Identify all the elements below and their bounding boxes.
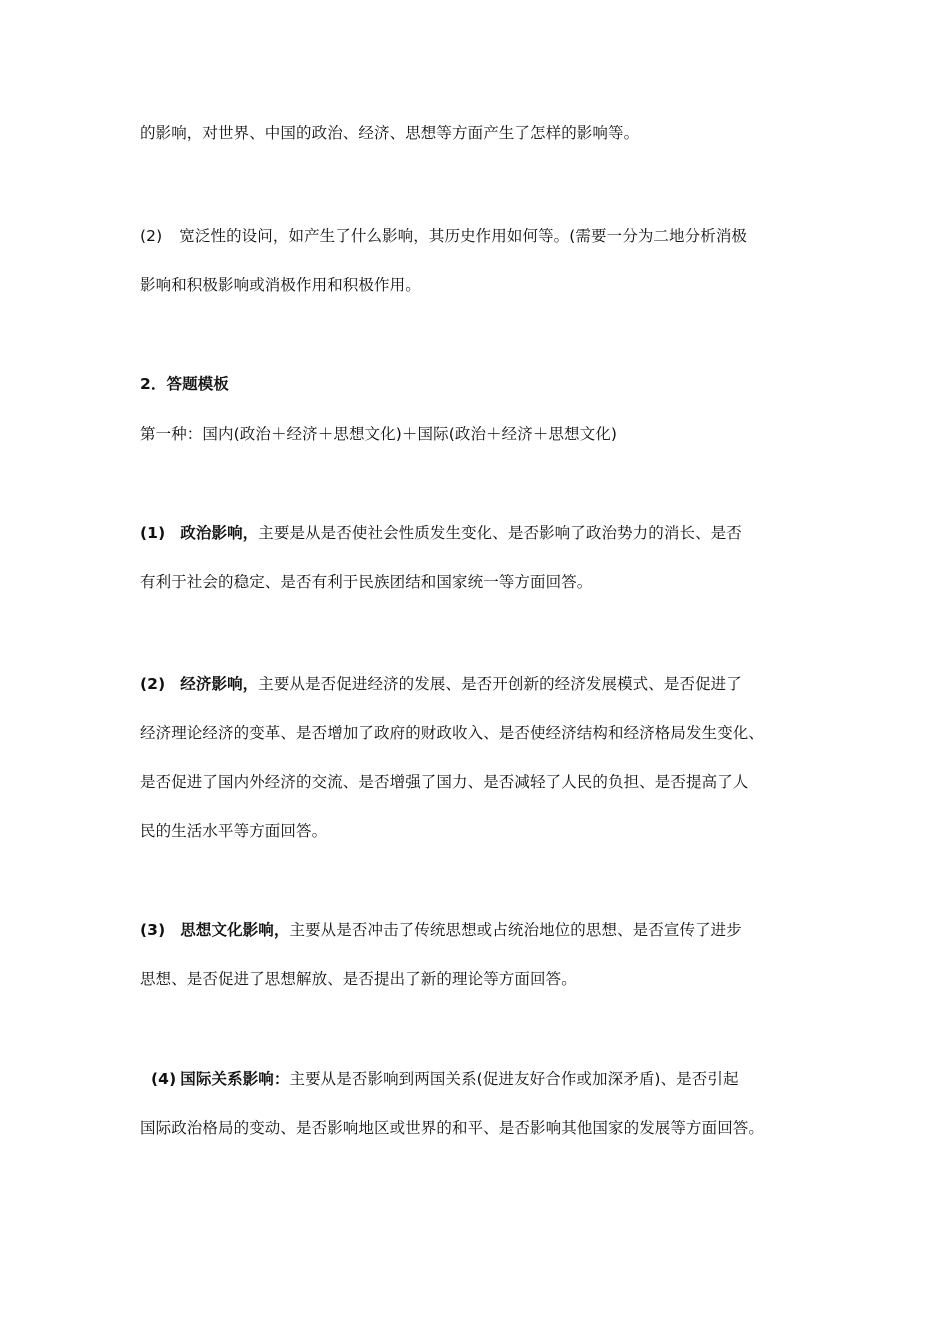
political-item-text: 主要是从是否使社会性质发生变化、是否影响了政治势力的消长、是否 xyxy=(258,524,742,542)
political-item-line-2: 有利于社会的稳定、是否有利于民族团结和国家统一等方面回答。 xyxy=(140,573,593,591)
economic-item-text: 主要从是否促进经济的发展、是否开创新的经济发展模式、是否促进了 xyxy=(258,675,742,693)
economic-item-line-4: 民的生活水平等方面回答。 xyxy=(140,822,328,840)
section-subheading: 第一种：国内(政治＋经济＋思想文化)＋国际(政治＋经济＋思想文化) xyxy=(140,425,617,443)
intro-line-1: 的影响，对世界、中国的政治、经济、思想等方面产生了怎样的影响等。 xyxy=(140,124,640,142)
international-item-title: 国际关系影响： xyxy=(180,1070,290,1088)
broad-question-line-1 xyxy=(140,226,747,246)
cultural-item-title: 思想文化影响， xyxy=(180,921,290,939)
political-item-line-1 xyxy=(140,523,742,543)
broad-question-line-2: 影响和积极影响或消极作用和积极作用。 xyxy=(140,276,421,294)
broad-question-text: 宽泛性的设问，如产生了什么影响，其历史作用如何等。(需要一分为二地分析消极 xyxy=(179,227,748,245)
international-item-line-2: 国际政治格局的变动、是否影响地区或世界的和平、是否影响其他国家的发展等方面回答。 xyxy=(140,1119,765,1137)
broad-question-number: (2) xyxy=(140,227,163,245)
cultural-item-text: 主要从是否冲击了传统思想或占统治地位的思想、是否宣传了进步 xyxy=(289,921,742,939)
international-item-number: (4) xyxy=(151,1070,177,1088)
economic-item-title: 经济影响， xyxy=(180,675,259,693)
international-item-text: 主要从是否影响到两国关系(促进友好合作或加深矛盾)、是否引起 xyxy=(289,1070,739,1088)
cultural-item-line-1 xyxy=(140,920,742,940)
political-item-number: (1) xyxy=(140,524,166,542)
economic-item-line-2: 经济理论经济的变革、是否增加了政府的财政收入、是否使经济结构和经济格局发生变化、 xyxy=(140,724,765,742)
economic-item-number: (2) xyxy=(140,675,166,693)
economic-item-line-1 xyxy=(140,674,742,694)
international-item-line-1 xyxy=(151,1069,739,1089)
section-heading: 2．答题模板 xyxy=(140,375,229,393)
economic-item-line-3: 是否促进了国内外经济的交流、是否增强了国力、是否减轻了人民的负担、是否提高了人 xyxy=(140,773,749,791)
cultural-item-line-2: 思想、是否促进了思想解放、是否提出了新的理论等方面回答。 xyxy=(140,970,577,988)
political-item-title: 政治影响， xyxy=(180,524,259,542)
cultural-item-number: (3) xyxy=(140,921,166,939)
